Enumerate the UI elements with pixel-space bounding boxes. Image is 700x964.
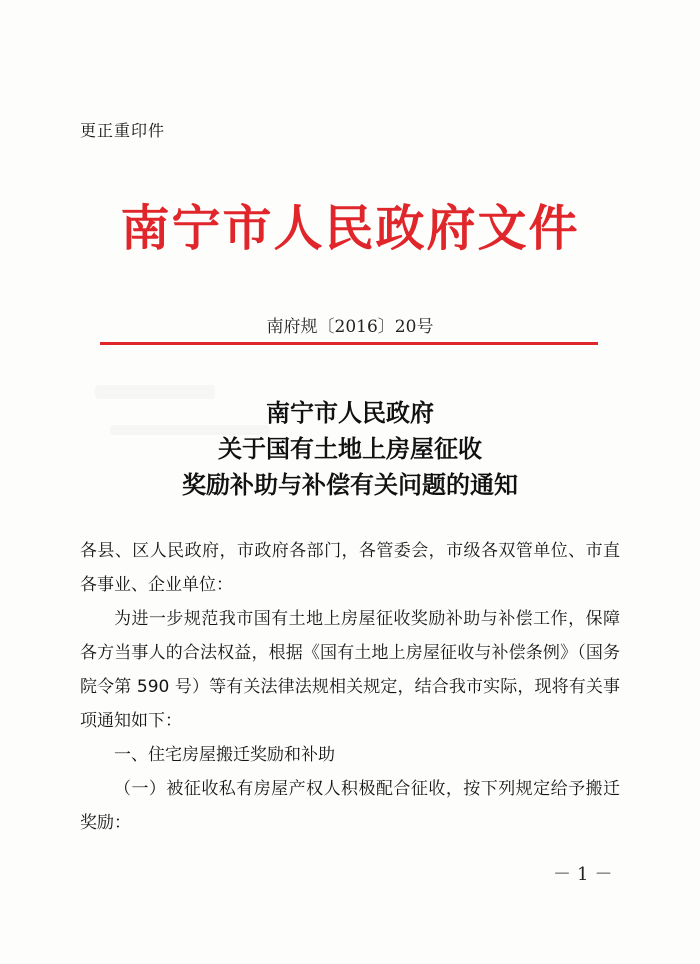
page-number: －1－ [553, 864, 619, 885]
reprint-notice: 更正重印件 [80, 121, 166, 140]
title-line-2: 关于国有土地上房屋征收 [218, 434, 482, 463]
title-line-3: 奖励补助与补偿有关问题的通知 [182, 470, 518, 499]
section-heading: 一、住宅房屋搬迁奖励和补助 [114, 745, 335, 765]
intro-paragraph: 为进一步规范我市国有土地上房屋征收奖励补助与补偿工作，保障各方当事人的合法权益，根据《国有土地上房屋征收与补偿条例》（国务院令第 590 号）等有关法律法规相关规定，结合我市实际，现将有关事项通知如下： [80, 609, 620, 731]
document-number: 南府规〔2016〕20号 [266, 317, 434, 337]
addressee-paragraph: 各县、区人民政府，市政府各部门，各管委会，市级各双管单位、市直各事业、企业单位： [80, 541, 620, 595]
document-body [80, 534, 620, 840]
document-title [0, 395, 700, 503]
subsection-paragraph: （一）被征收私有房屋产权人积极配合征收，按下列规定给予搬迁奖励： [80, 779, 620, 833]
title-line-1: 南宁市人民政府 [266, 398, 434, 427]
red-divider-line [100, 342, 598, 345]
document-masthead: 南宁市人民政府文件 [120, 199, 580, 257]
